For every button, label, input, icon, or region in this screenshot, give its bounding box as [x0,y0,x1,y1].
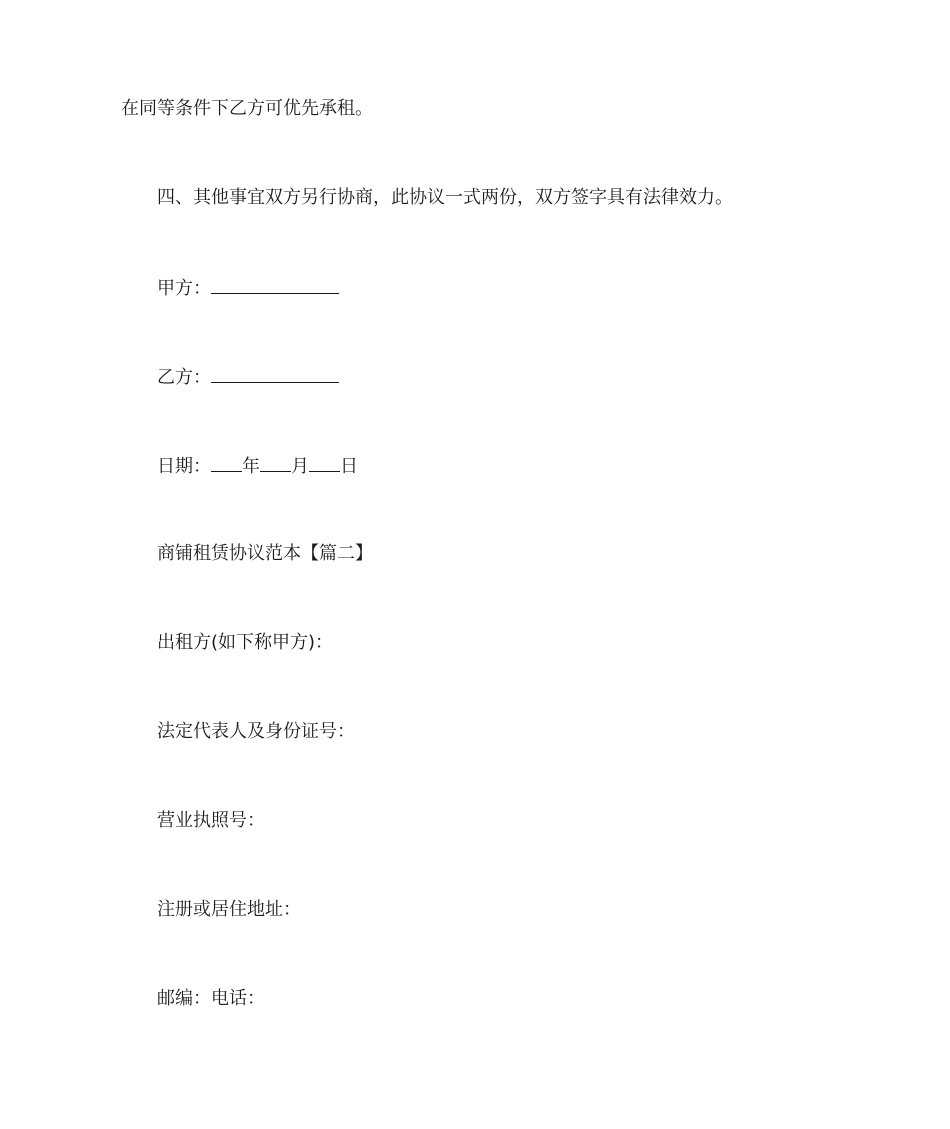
date-month: 月 [291,456,309,477]
year-blank [211,453,242,472]
phone-label: 电话： [211,988,265,1009]
contact-line [157,987,265,1011]
party-b-label: 乙方： [157,367,211,388]
date-label: 日期： [157,456,211,477]
date-line [157,453,358,479]
legal-rep-label: 法定代表人及身份证号： [157,721,355,742]
postcode-label: 邮编： [157,988,211,1009]
party-a-blank [211,275,339,294]
lessor-label: 出租方(如下称甲方)： [157,632,334,653]
continuation-text: 在同等条件下乙方可优先承租。 [121,98,373,119]
business-license-label: 营业执照号： [157,810,265,831]
party-a-line [157,275,339,301]
date-year: 年 [242,456,260,477]
clause-four: 四、其他事宜双方另行协商，此协议一式两份，双方签字具有法律效力。 [157,187,733,208]
date-day: 日 [340,456,358,477]
party-a-label: 甲方： [157,278,211,299]
month-blank [260,453,291,472]
party-b-blank [211,364,339,383]
address-label: 注册或居住地址： [157,899,301,920]
section-title: 商铺租赁协议范本【篇二】 [157,543,373,564]
party-b-line [157,364,339,390]
day-blank [309,453,340,472]
